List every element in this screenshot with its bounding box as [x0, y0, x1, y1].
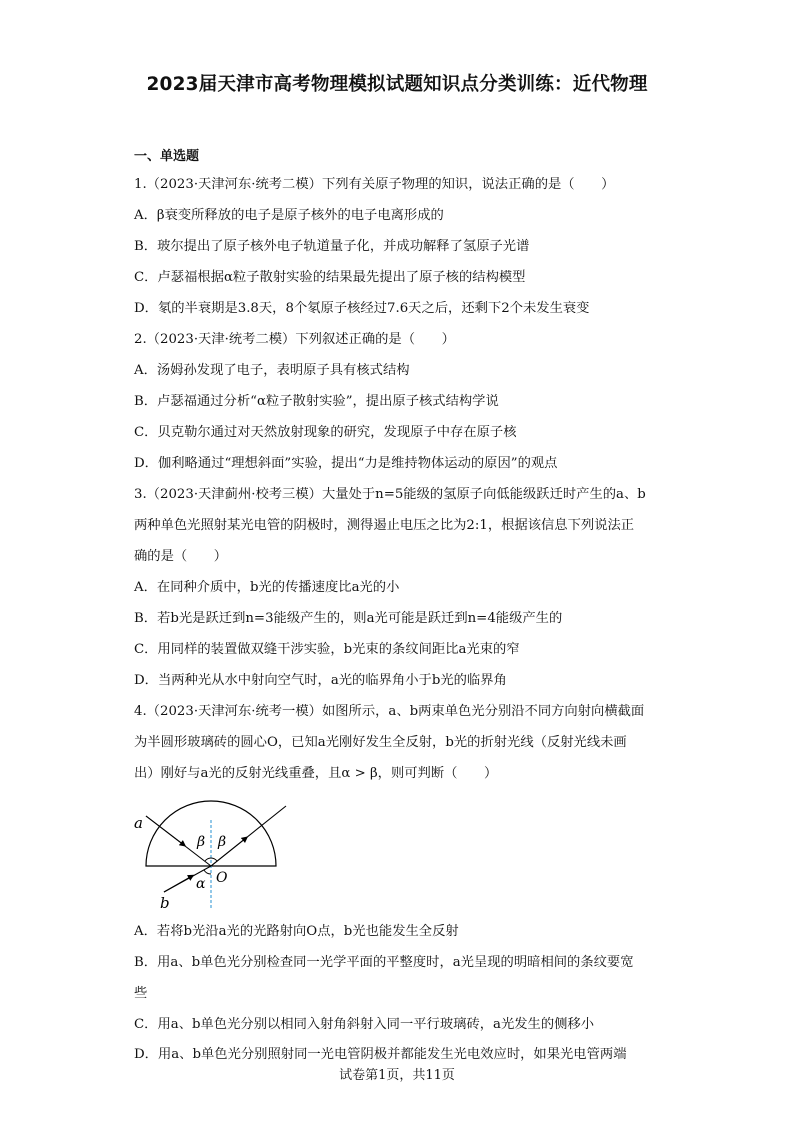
q3-stem-line-1: 3.（2023·天津蓟州·校考三模）大量处于n=5能级的氢原子向低能级跃迁时产生的a、b [134, 487, 646, 502]
q4-option-d: D．用a、b单色光分别照射同一光电管阴极并都能发生光电效应时，如果光电管两端 [134, 1047, 627, 1062]
q4-stem-line-3: 出）刚好与a光的反射光线重叠，且α > β，则可判断（ ） [134, 766, 498, 781]
section-heading: 一、单选题 [134, 149, 200, 164]
label-a: a [134, 814, 143, 832]
q2-option-d: D．伽利略通过“理想斜面”实验，提出“力是维持物体运动的原因”的观点 [134, 456, 558, 471]
q3-option-d: D．当两种光从水中射向空气时，a光的临界角小于b光的临界角 [134, 673, 507, 688]
ray-b-arrow [164, 876, 192, 892]
q2-option-a: A．汤姆孙发现了电子，表明原子具有核式结构 [134, 363, 410, 378]
ray-reflected-arrow [211, 838, 246, 866]
q2-option-b: B．卢瑟福通过分析“α粒子散射实验”，提出原子核式结构学说 [134, 394, 499, 409]
q1-option-c: C．卢瑟福根据α粒子散射实验的结果最先提出了原子核的结构模型 [134, 270, 526, 285]
page-title: 2023届天津市高考物理模拟试题知识点分类训练：近代物理 [146, 74, 648, 95]
angle-arc-beta-left [205, 858, 211, 861]
label-b: b [160, 894, 170, 910]
q1-option-d: D．氡的半衰期是3.8天，8个氡原子核经过7.6天之后，还剩下2个未发生衰变 [134, 301, 590, 316]
q3-option-a: A．在同种介质中，b光的传播速度比a光的小 [134, 580, 400, 595]
label-beta-right: β [218, 834, 227, 850]
q4-option-b-line-2: 些 [134, 986, 148, 1001]
q3-stem-line-2: 两种单色光照射某光电管的阴极时，测得遏止电压之比为2:1，根据该信息下列说法正 [134, 518, 635, 533]
q2-option-c: C．贝克勒尔通过对天然放射现象的研究，发现原子中存在原子核 [134, 425, 517, 440]
page-footer: 试卷第1页，共11页 [339, 1068, 455, 1083]
q4-option-c: C．用a、b单色光分别以相同入射角斜射入同一平行玻璃砖，a光发生的侧移小 [134, 1017, 595, 1032]
label-o: O [216, 870, 228, 886]
q3-option-b: B．若b光是跃迁到n=3能级产生的，则a光可能是跃迁到n=4能级产生的 [134, 611, 563, 626]
q4-option-a: A．若将b光沿a光的光路射向O点，b光也能发生全反射 [134, 924, 459, 939]
angle-arc-alpha [204, 870, 211, 874]
label-alpha: α [196, 876, 206, 892]
q1-stem: 1.（2023·天津河东·统考二模）下列有关原子物理的知识，说法正确的是（ ） [134, 177, 615, 192]
q4-stem-line-1: 4.（2023·天津河东·统考一模）如图所示，a、b两束单色光分别沿不同方向射向横截面 [134, 704, 645, 719]
q2-stem: 2.（2023·天津·统考二模）下列叙述正确的是（ ） [134, 332, 455, 347]
q3-stem-line-3: 确的是（ ） [134, 549, 228, 564]
semicircle-glass-figure [126, 800, 296, 910]
q4-stem-line-2: 为半圆形玻璃砖的圆心O，已知a光刚好发生全反射，b光的折射光线（反射光线未画 [134, 735, 627, 750]
q1-option-a: A．β衰变所释放的电子是原子核外的电子电离形成的 [134, 208, 444, 223]
q3-option-c: C．用同样的装置做双缝干涉实验，b光束的条纹间距比a光束的窄 [134, 642, 520, 657]
q1-option-b: B．玻尔提出了原子核外电子轨道量子化，并成功解释了氢原子光谱 [134, 239, 530, 254]
angle-arc-beta-right [211, 858, 217, 861]
q4-option-b-line-1: B．用a、b单色光分别检查同一光学平面的平整度时，a光呈现的明暗相间的条纹要宽 [134, 955, 634, 970]
label-beta-left: β [197, 834, 206, 850]
